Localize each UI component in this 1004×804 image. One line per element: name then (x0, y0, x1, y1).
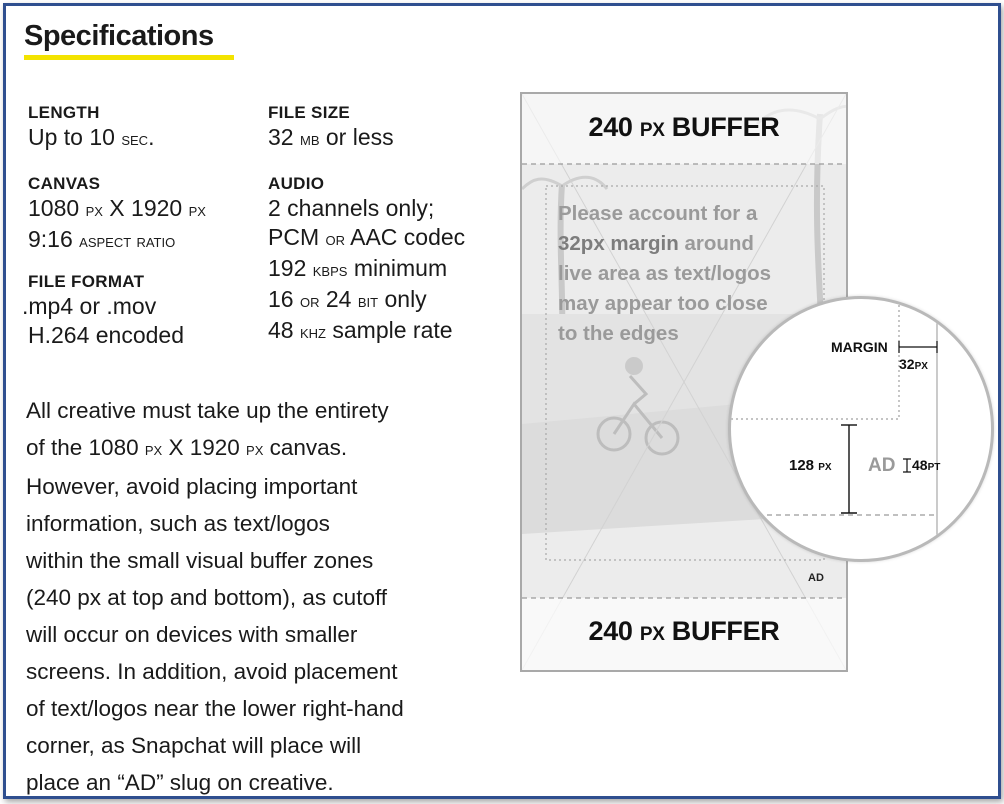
margin-label: MARGIN (831, 339, 888, 355)
spec-value: .mp4 or .mov (22, 293, 157, 319)
spec-file-format (22, 272, 185, 350)
paragraph-line: of the 1080 px X 1920 px canvas. (26, 435, 348, 460)
top-buffer-label: 240 PX BUFFER (588, 112, 780, 142)
spec-value: 16 or 24 bit only (268, 286, 427, 312)
paragraph-line: of text/logos near the lower right-hand (26, 696, 404, 721)
buffer-height-value: 128 PX (789, 457, 832, 474)
paragraph-line: All creative must take up the entirety (26, 398, 389, 423)
spec-value: 9:16 aspect ratio (28, 226, 176, 252)
spec-value: PCM or AAC codec (268, 224, 466, 250)
spec-value: 2 channels only; (268, 195, 435, 221)
paragraph-line: (240 px at top and bottom), as cutoff (26, 585, 388, 610)
zoom-detail-circle (728, 296, 994, 562)
ad-font-size-value: 48PT (912, 457, 941, 473)
title-underline (24, 55, 234, 60)
margin-value: 32PX (899, 356, 928, 372)
guideline-paragraph (26, 392, 486, 801)
paragraph-line: place an “AD” slug on creative. (26, 770, 334, 795)
paragraph-line: information, such as text/logos (26, 511, 330, 536)
bottom-buffer-label: 240 PX BUFFER (588, 616, 780, 646)
spec-audio (268, 174, 465, 347)
paragraph-line: within the small visual buffer zones (26, 548, 374, 573)
spec-label: LENGTH (28, 103, 100, 122)
ad-slug-label: AD (868, 455, 896, 476)
spec-label: CANVAS (28, 174, 101, 193)
spec-label: FILE FORMAT (28, 272, 145, 291)
page-title: Specifications (24, 20, 214, 52)
paragraph-line: screens. In addition, avoid placement (26, 659, 398, 684)
paragraph-line: corner, as Snapchat will place will (26, 733, 362, 758)
spec-value: 1080 px X 1920 px (28, 195, 206, 221)
spec-label: FILE SIZE (268, 103, 351, 122)
spec-label: AUDIO (268, 174, 325, 193)
spec-value: Up to 10 sec. (28, 124, 155, 150)
spec-canvas (28, 174, 206, 256)
spec-value: 48 khz sample rate (268, 317, 453, 343)
paragraph-line: will occur on devices with smaller (26, 622, 358, 647)
margin-note: Please account for a 32px margin around live area as text/logos may appear too close to the edges (558, 202, 772, 345)
spec-value: 32 mb or less (268, 124, 394, 150)
paragraph-line: However, avoid placing important (26, 474, 358, 499)
spec-value: H.264 encoded (28, 322, 185, 348)
ad-slug-marker: AD (808, 572, 824, 584)
spec-length (28, 103, 154, 154)
spec-value: 192 kbps minimum (268, 255, 448, 281)
spec-file-size (268, 103, 394, 154)
zoom-guides (731, 299, 991, 559)
